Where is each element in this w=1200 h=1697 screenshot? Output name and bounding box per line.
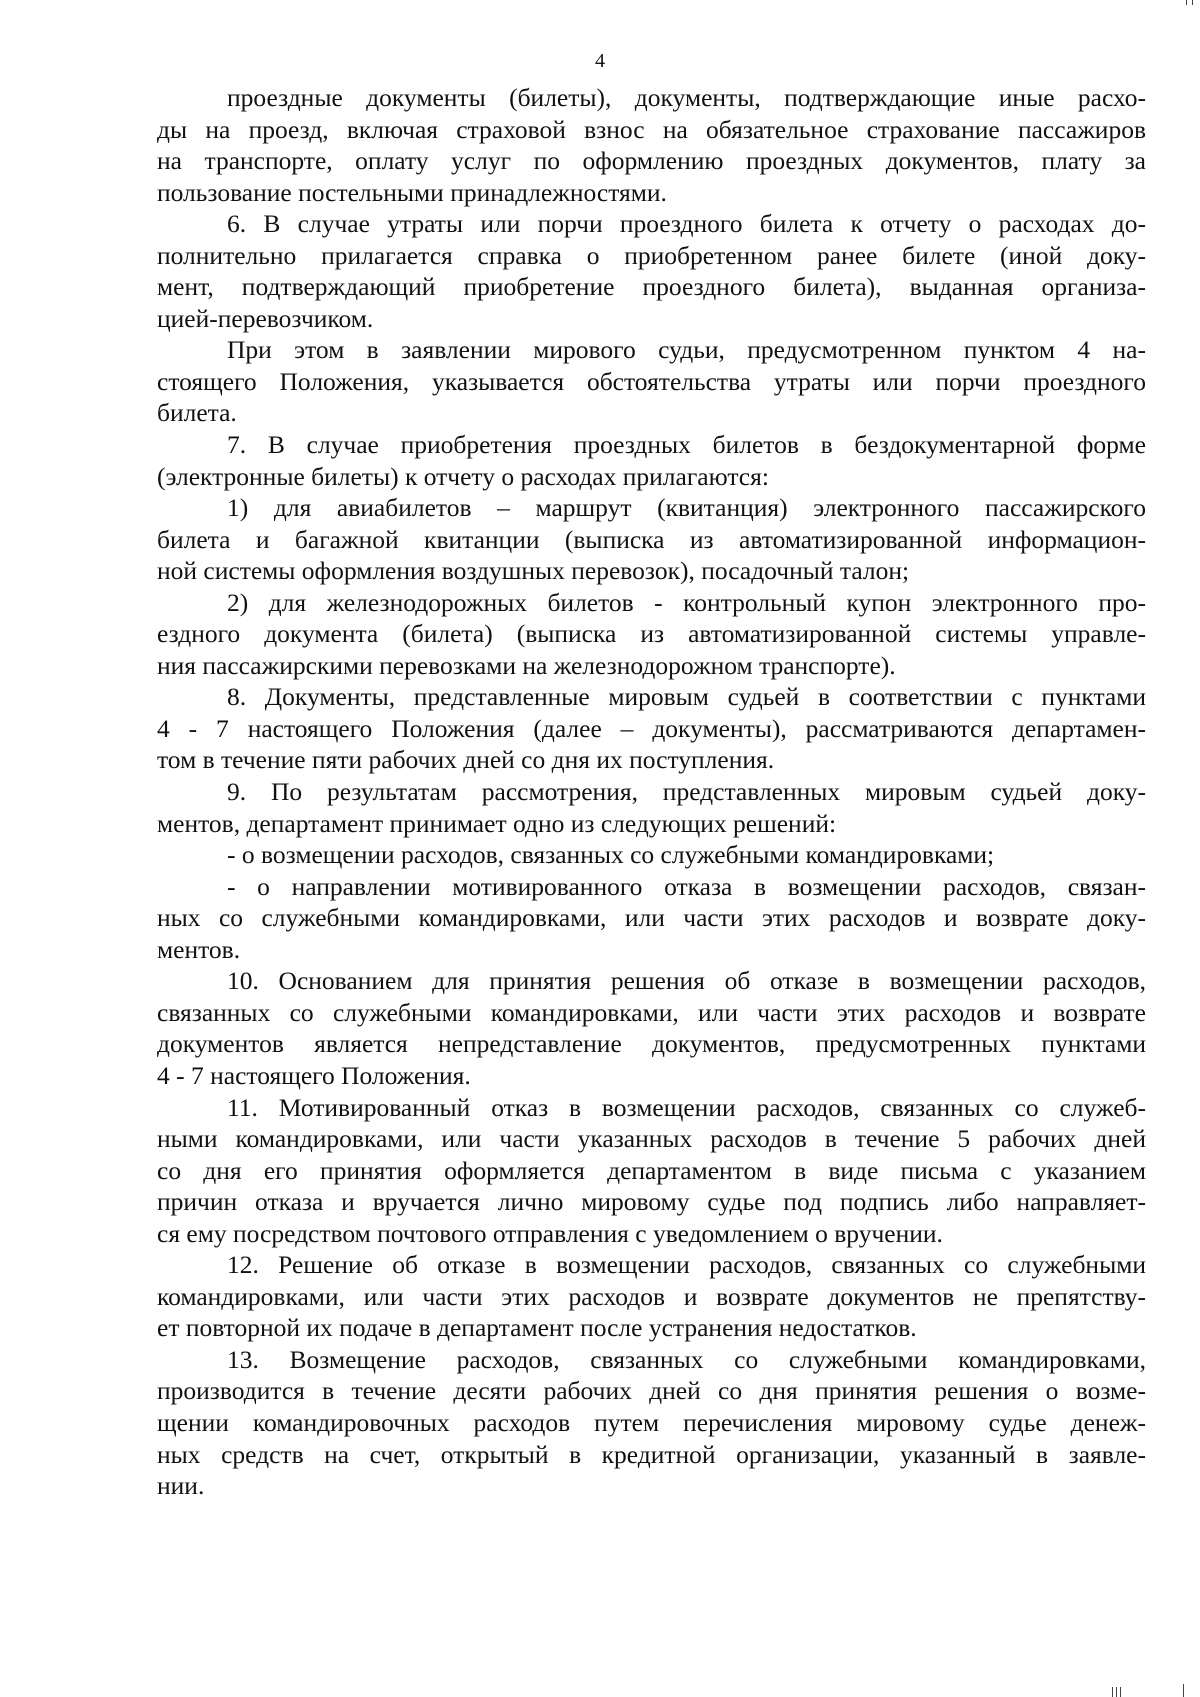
text-line: 12. Решение об отказе в возмещении расходов, связанных со служебными [227,1250,1146,1280]
text-line: производится в течение десяти рабочих дней со дня принятия решения о возме- [157,1376,1146,1406]
text-line: ных средств на счет, открытый в кредитной организации, указанный в заявле- [157,1439,1146,1469]
text-line: (электронные билеты) к отчету о расходах прилагаются: [157,461,769,491]
text-line: стоящего Положения, указывается обстоятельства утраты или порчи проездного [157,366,1146,396]
text-line: ды на проезд, включая страховой взнос на обязательное страхование пассажиров [157,114,1146,144]
text-line: со дня его принятия оформляется департаментом в виде письма с указанием [157,1155,1146,1185]
text-line: ет повторной их подаче в департамент после устранения недостатков. [157,1313,917,1343]
scan-mark-bottom-1 [1112,1687,1113,1697]
page-number: 4 [595,50,605,72]
text-line: ными командировками, или части указанных расходов в течение 5 рабочих дней [157,1124,1146,1154]
text-line: 11. Мотивированный отказ в возмещении расходов, связанных со служеб- [227,1092,1146,1122]
text-line: документов является непредставление документов, предусмотренных пунктами [157,1029,1146,1059]
scan-mark-bottom-4 [1183,1684,1184,1697]
text-line: ной системы оформления воздушных перевозок), посадочный талон; [157,556,910,586]
text-line: 9. По результатам рассмотрения, представленных мировым судьей доку- [227,777,1146,807]
text-line: билета. [157,398,237,428]
text-line: 1) для авиабилетов – маршрут (квитанция) электронного пассажирского [227,493,1146,523]
text-line: ментов, департамент принимает одно из следующих решений: [157,808,837,838]
text-line: цией-перевозчиком. [157,303,374,333]
text-line: 6. В случае утраты или порчи проездного билета к отчету о расходах до- [227,209,1146,239]
text-line: на транспорте, оплату услуг по оформлению проездных документов, плату за [157,146,1146,176]
scan-mark-top-right [1186,0,1187,5]
text-line: пользование постельными принадлежностями. [157,177,667,207]
text-line: 13. Возмещение расходов, связанных со служебными командировками, [227,1344,1146,1374]
text-line: 7. В случае приобретения проездных билетов в бездокументарной форме [227,430,1146,460]
text-line: командировками, или части этих расходов и возврате документов не препятству- [157,1281,1146,1311]
text-line: - о возмещении расходов, связанных со служебными командировками; [227,840,995,870]
text-line: 8. Документы, представленные мировым судьей в соответствии с пунктами [227,682,1146,712]
scan-mark-bottom-2 [1116,1687,1117,1697]
text-line: нии. [157,1471,205,1501]
text-line: полнительно прилагается справка о приобретенном ранее билете (иной доку- [157,240,1146,270]
text-line: При этом в заявлении мирового судьи, предусмотренном пунктом 4 на- [227,335,1146,365]
text-line: ния пассажирскими перевозками на железнодорожном транспорте). [157,650,896,680]
text-line: 4 - 7 настоящего Положения. [157,1060,471,1090]
text-line: 4 - 7 настоящего Положения (далее – документы), рассматриваются департамен- [157,713,1146,743]
text-line: мент, подтверждающий приобретение проездного билета), выданная организа- [157,272,1146,302]
text-line: ных со служебными командировками, или части этих расходов и возврате доку- [157,903,1146,933]
text-line: - о направлении мотивированного отказа в возмещении расходов, связан- [227,871,1146,901]
text-line: 10. Основанием для принятия решения об отказе в возмещении расходов, [227,966,1146,996]
text-line: ездного документа (билета) (выписка из автоматизированной системы управле- [157,619,1146,649]
text-line: ся ему посредством почтового отправления с уведомлением о вручении. [157,1218,943,1248]
text-line: том в течение пяти рабочих дней со дня их поступления. [157,745,775,775]
document-body [157,82,1146,1502]
text-line: билета и багажной квитанции (выписка из автоматизированной информацион- [157,524,1146,554]
text-line: ментов. [157,934,241,964]
text-line: связанных со служебными командировками, или части этих расходов и возврате [157,997,1146,1027]
text-line: 2) для железнодорожных билетов - контрольный купон электронного про- [227,587,1146,617]
text-line: проездные документы (билеты), документы, подтверждающие иные расхо- [227,83,1146,112]
text-line: щении командировочных расходов путем перечисления мировому судье денеж- [157,1407,1146,1437]
scan-mark-bottom-3 [1120,1687,1121,1697]
scan-mark-top-right-2 [1192,0,1193,5]
text-line: причин отказа и вручается лично мировому судье под подпись либо направляет- [157,1187,1146,1217]
